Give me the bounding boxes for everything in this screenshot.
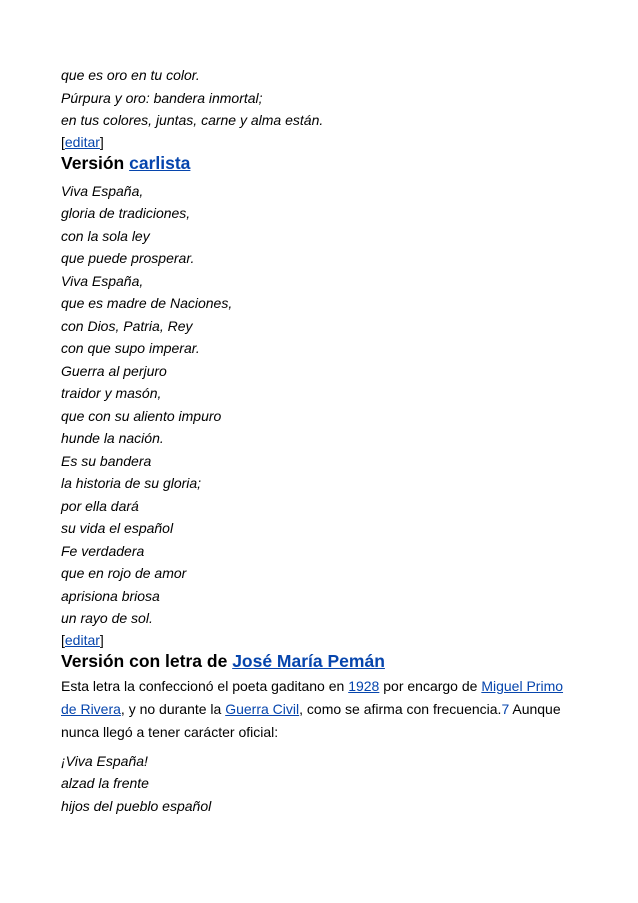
verse-line: la historia de su gloria; (61, 475, 202, 491)
carlista-link[interactable]: carlista (129, 152, 191, 173)
year-1928-link[interactable]: 1928 (348, 677, 380, 694)
verse-line: por ella dará (61, 497, 139, 514)
verse-line: hijos del pueblo español (61, 797, 212, 814)
para-text: Aunque nunca llegó a tener carácter oficial: (61, 700, 561, 740)
heading-prefix: Versión (61, 152, 125, 173)
verse-carlista (61, 180, 581, 630)
verse-line: un rayo de sol. (61, 610, 153, 626)
verse-line: con que supo imperar. (61, 340, 200, 356)
heading-version-peman (61, 649, 581, 673)
verse-line: que en rojo de amor (61, 565, 187, 581)
peman-link[interactable]: José María Pemán (232, 650, 385, 671)
verse-line: con la sola ley (61, 227, 150, 244)
peman-paragraph (61, 675, 581, 744)
verse-line: que es madre de Naciones, (61, 295, 233, 311)
verse-line: Es su bandera (61, 452, 152, 469)
verse-line: Púrpura y oro: bandera inmortal; (61, 89, 263, 106)
verse-line: que puede prosperar. (61, 250, 195, 266)
guerra-civil-link[interactable]: Guerra Civil (225, 700, 300, 717)
verse-line: Viva España, (61, 272, 144, 289)
article-content (61, 64, 581, 817)
verse-line: Fe verdadera (61, 542, 145, 559)
para-text: por encargo de (379, 677, 482, 694)
verse-line: su vida el español (61, 520, 174, 536)
heading-prefix: Versión con letra de (61, 650, 228, 671)
primo-de-rivera-link[interactable]: Miguel Primo de Rivera (61, 677, 564, 717)
edit-link[interactable]: editar (64, 631, 100, 648)
para-text: , y no durante la (120, 700, 226, 717)
verse-line: hunde la nación. (61, 430, 164, 446)
verse-line: que es oro en tu color. (61, 67, 200, 83)
para-text: Esta letra la confeccionó el poeta gaditano en (61, 677, 349, 694)
verse-line: en tus colores, juntas, carne y alma están. (61, 112, 324, 128)
verse-line: ¡Viva España! (61, 752, 148, 769)
edit-section-carlista: [editar] (61, 133, 104, 150)
edit-link[interactable]: editar (64, 133, 100, 150)
verse-line: gloria de tradiciones, (61, 205, 191, 221)
heading-version-carlista (61, 151, 581, 175)
verse-line: aprisiona briosa (61, 587, 160, 604)
verse-intro (61, 64, 581, 132)
verse-line: Viva España, (61, 182, 144, 199)
verse-line: que con su aliento impuro (61, 407, 222, 424)
verse-peman (61, 750, 581, 818)
verse-line: con Dios, Patria, Rey (61, 317, 193, 334)
verse-line: alzad la frente (61, 775, 149, 791)
verse-line: traidor y masón, (61, 385, 162, 401)
edit-section-peman: [editar] (61, 631, 104, 648)
para-text: , como se afirma con frecuencia. (299, 700, 502, 717)
reference-7[interactable]: 7 (501, 700, 510, 717)
verse-line: Guerra al perjuro (61, 362, 167, 379)
